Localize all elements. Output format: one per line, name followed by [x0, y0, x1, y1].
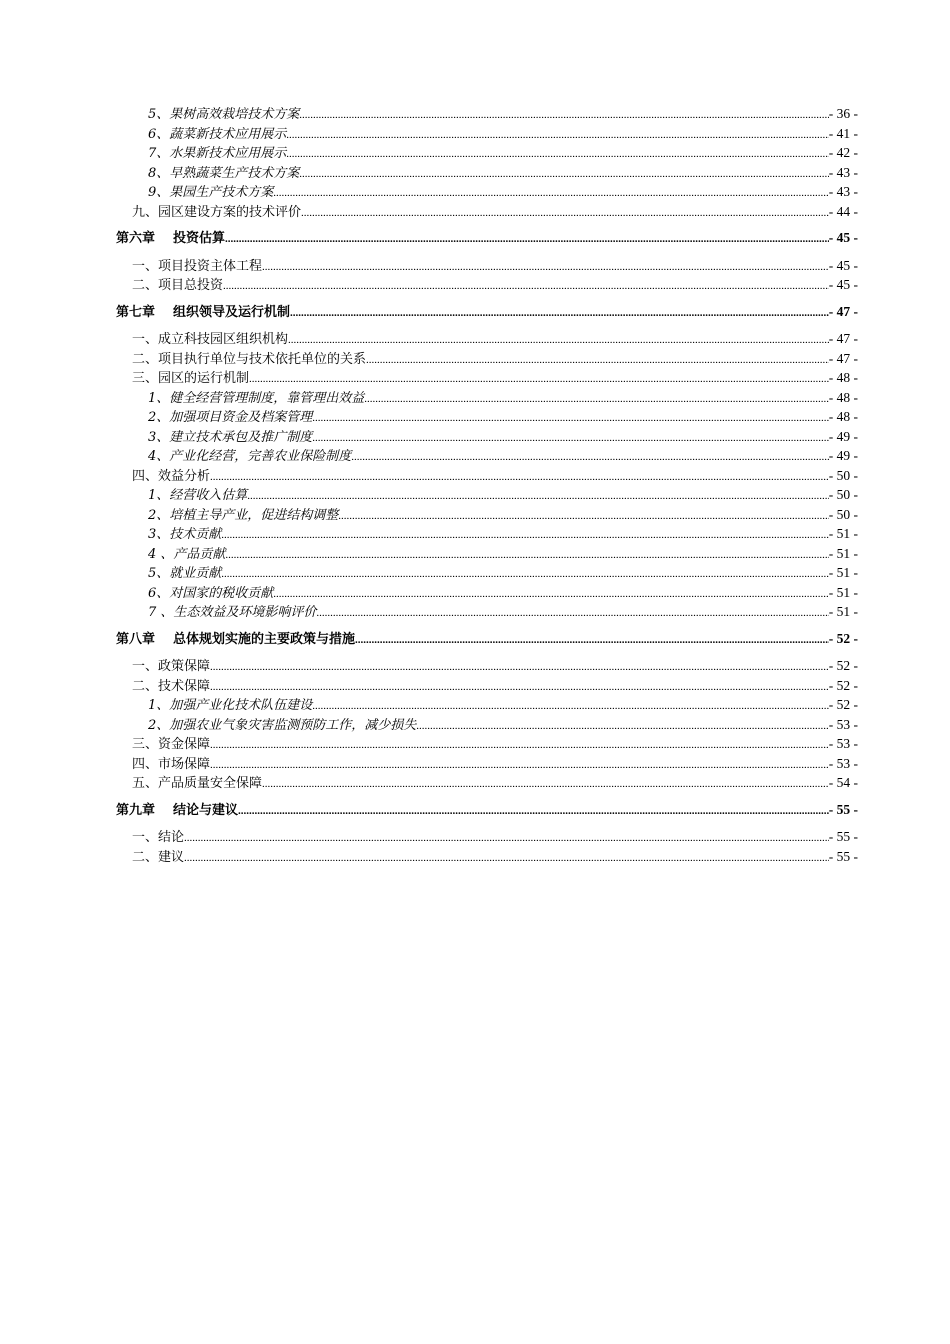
dot-leader — [316, 604, 828, 624]
entry-title: 8、早熟蔬菜生产技术方案 — [148, 165, 300, 181]
toc-entry-row[interactable] — [116, 275, 858, 295]
dot-leader — [364, 390, 828, 410]
toc-entry-row[interactable] — [116, 124, 858, 144]
table-of-contents — [116, 104, 858, 866]
entry-title: 五、产品质量安全保障 — [132, 776, 263, 791]
page-number: - 43 - — [828, 184, 858, 199]
page-number: - 53 - — [828, 736, 858, 751]
dot-leader — [249, 370, 829, 390]
dot-leader — [262, 775, 829, 795]
toc-chapter-row[interactable] — [116, 629, 858, 649]
page-number: - 52 - — [828, 677, 858, 693]
dot-leader — [301, 204, 829, 224]
chapter-title — [116, 303, 290, 323]
entry-title: 2、加强农业气象灾害监测预防工作，减少损失 — [148, 717, 417, 733]
toc-entry-row[interactable] — [116, 563, 858, 583]
dot-leader — [290, 304, 829, 324]
entry-title: 一、结论 — [132, 830, 185, 845]
dot-leader — [312, 409, 828, 429]
toc-entry-row[interactable] — [116, 544, 858, 564]
dot-leader — [286, 145, 828, 165]
entry-title: 三、园区的运行机制 — [132, 371, 250, 386]
page-number: - 52 - — [828, 697, 858, 712]
dot-leader — [221, 565, 828, 585]
page-number: - 48 - — [828, 389, 858, 405]
toc-entry-row[interactable] — [116, 485, 858, 505]
toc-entry-row[interactable] — [116, 583, 858, 603]
chapter-number: 第九章 — [116, 802, 156, 818]
page-number: - 43 - — [828, 164, 858, 180]
page-number: - 49 - — [828, 428, 858, 444]
dot-leader — [312, 429, 828, 449]
toc-entry-row[interactable] — [116, 773, 858, 793]
dot-leader — [351, 448, 828, 468]
dot-leader — [366, 351, 829, 371]
dot-leader — [286, 126, 828, 146]
entry-title: 7、水果新技术应用展示 — [148, 146, 287, 161]
toc-entry-row[interactable] — [116, 163, 858, 183]
toc-entry-row[interactable] — [116, 656, 858, 676]
entry-title: 2、加强项目资金及档案管理 — [148, 410, 313, 425]
chapter-number: 第八章 — [116, 631, 156, 647]
toc-entry-row[interactable] — [116, 676, 858, 696]
entry-title: 一、成立科技园区组织机构 — [132, 332, 289, 347]
entry-title: 四、效益分析 — [132, 468, 211, 484]
entry-title: 6、对国家的税收贡献 — [148, 585, 274, 601]
toc-entry-row[interactable] — [116, 202, 858, 222]
entry-title: 9、果园生产技术方案 — [148, 185, 274, 200]
page-number: - 51 - — [828, 526, 858, 541]
dot-leader — [238, 802, 829, 822]
toc-entry-row[interactable] — [116, 182, 858, 202]
toc-entry-row[interactable] — [116, 602, 858, 622]
entry-title: 二、项目执行单位与技术依托单位的关系 — [132, 351, 367, 367]
toc-entry-row[interactable] — [116, 466, 858, 486]
dot-leader — [273, 585, 828, 605]
page-number: - 55 - — [828, 829, 858, 844]
dot-leader — [210, 756, 829, 776]
dot-leader — [210, 678, 829, 698]
dot-leader — [225, 230, 829, 250]
page-number: - 36 - — [828, 106, 858, 121]
toc-entry-row[interactable] — [116, 847, 858, 867]
entry-title: 3、建立技术承包及推广制度 — [148, 429, 313, 445]
dot-leader — [299, 106, 828, 126]
toc-entry-row[interactable] — [116, 827, 858, 847]
entry-title: 1、健全经营管理制度，靠管理出效益 — [148, 390, 365, 406]
dot-leader — [184, 849, 829, 869]
entry-title: 4 、产品贡献 — [148, 546, 226, 562]
page-number: - 52 - — [828, 630, 858, 646]
dot-leader — [210, 658, 829, 678]
page-number: - 52 - — [828, 658, 858, 673]
chapter-title — [116, 229, 225, 249]
toc-entry-row[interactable] — [116, 329, 858, 349]
page-number: - 44 - — [828, 203, 858, 219]
entry-title: 二、项目总投资 — [132, 278, 224, 293]
chapter-name: 结论与建议 — [173, 802, 239, 818]
dot-leader — [355, 631, 829, 651]
page-number: - 41 - — [828, 125, 858, 141]
page-number: - 53 - — [828, 755, 858, 771]
toc-entry-row[interactable] — [116, 427, 858, 447]
dot-leader — [312, 697, 828, 717]
page-number: - 50 - — [828, 467, 858, 483]
toc-entry-row[interactable] — [116, 446, 858, 466]
page-number: - 45 - — [828, 230, 858, 245]
entry-title: 7 、生态效益及环境影响评价 — [148, 605, 317, 620]
chapter-number: 第七章 — [116, 304, 156, 320]
dot-leader — [262, 258, 829, 278]
toc-chapter-row[interactable] — [116, 228, 858, 248]
page-number: - 45 - — [828, 277, 858, 292]
dot-leader — [184, 829, 829, 849]
toc-entry-row[interactable] — [116, 695, 858, 715]
entry-title: 二、技术保障 — [132, 678, 211, 694]
dot-leader — [210, 736, 829, 756]
dot-leader — [247, 487, 828, 507]
page-number: - 55 - — [828, 848, 858, 864]
chapter-number: 第六章 — [116, 231, 156, 246]
page-number: - 51 - — [828, 565, 858, 580]
page-number: - 51 - — [828, 584, 858, 600]
entry-title: 6、蔬菜新技术应用展示 — [148, 126, 287, 142]
page-number: - 48 - — [828, 370, 858, 385]
toc-entry-row[interactable] — [116, 388, 858, 408]
entry-title: 5、果树高效栽培技术方案 — [148, 107, 300, 122]
entry-title: 一、政策保障 — [132, 659, 211, 674]
toc-entry-row[interactable] — [116, 143, 858, 163]
entry-title: 4、产业化经营，完善农业保险制度 — [148, 449, 352, 464]
page-number: - 55 - — [828, 801, 858, 817]
toc-entry-row[interactable] — [116, 524, 858, 544]
page-number: - 47 - — [828, 350, 858, 366]
toc-entry-row[interactable] — [116, 368, 858, 388]
dot-leader — [416, 717, 828, 737]
entry-title: 二、建议 — [132, 849, 185, 865]
chapter-name: 投资估算 — [173, 231, 226, 246]
chapter-name: 组织领导及运行机制 — [173, 304, 291, 320]
entry-title: 1、加强产业化技术队伍建设 — [148, 698, 313, 713]
chapter-name: 总体规划实施的主要政策与措施 — [173, 631, 356, 647]
entry-title: 2、培植主导产业，促进结构调整 — [148, 507, 339, 523]
entry-title: 5、就业贡献 — [148, 566, 222, 581]
toc-entry-row[interactable] — [116, 256, 858, 276]
entry-title: 一、项目投资主体工程 — [132, 258, 263, 274]
dot-leader — [273, 184, 828, 204]
entry-title: 四、市场保障 — [132, 756, 211, 772]
dot-leader — [210, 468, 829, 488]
entry-title: 九、园区建设方案的技术评价 — [132, 204, 302, 220]
page-number: - 49 - — [828, 448, 858, 463]
toc-entry-row[interactable] — [116, 349, 858, 369]
toc-entry-row[interactable] — [116, 715, 858, 735]
page-number: - 47 - — [828, 303, 858, 319]
toc-entry-row[interactable] — [116, 754, 858, 774]
page-number: - 47 - — [828, 331, 858, 346]
toc-entry-row[interactable] — [116, 407, 858, 427]
dot-leader — [223, 277, 829, 297]
toc-entry-row[interactable] — [116, 734, 858, 754]
entry-title: 三、资金保障 — [132, 737, 211, 752]
toc-entry-row[interactable] — [116, 104, 858, 124]
page-number: - 51 - — [828, 545, 858, 561]
dot-leader — [288, 331, 829, 351]
dot-leader — [338, 507, 828, 527]
page-number: - 45 - — [828, 257, 858, 273]
page-number: - 48 - — [828, 409, 858, 424]
dot-leader — [299, 165, 828, 185]
toc-chapter-row[interactable] — [116, 302, 858, 322]
entry-title: 3、技术贡献 — [148, 527, 222, 542]
page-number: - 50 - — [828, 506, 858, 522]
page-number: - 54 - — [828, 775, 858, 790]
dot-leader — [221, 526, 828, 546]
page-number: - 50 - — [828, 487, 858, 502]
page-number: - 53 - — [828, 716, 858, 732]
toc-chapter-row[interactable] — [116, 800, 858, 820]
chapter-title — [116, 801, 238, 821]
page-number: - 42 - — [828, 145, 858, 160]
entry-title: 1、经营收入估算 — [148, 488, 248, 503]
toc-entry-row[interactable] — [116, 505, 858, 525]
dot-leader — [225, 546, 828, 566]
chapter-title — [116, 630, 355, 650]
page-number: - 51 - — [828, 604, 858, 619]
